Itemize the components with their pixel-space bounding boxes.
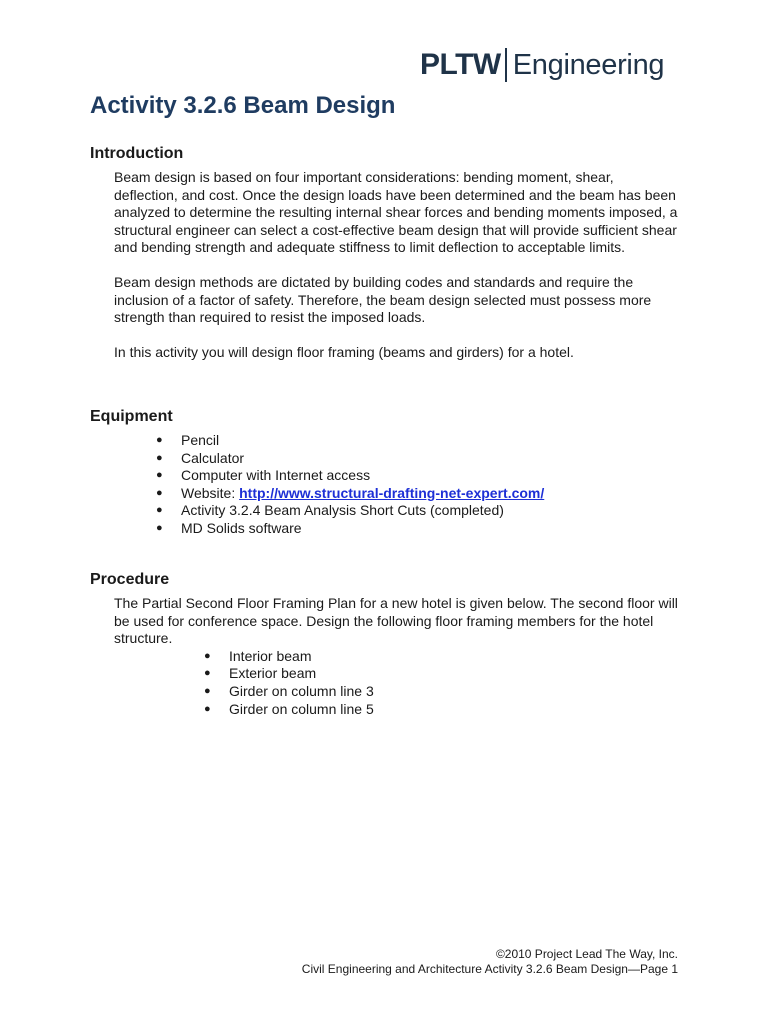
list-item: ● Pencil — [156, 432, 680, 450]
logo-brand: PLTW — [420, 48, 501, 81]
procedure-heading: Procedure — [90, 571, 170, 588]
list-item: ● Exterior beam — [204, 665, 680, 683]
list-item: ● Interior beam — [204, 648, 680, 666]
page-footer — [302, 947, 678, 977]
list-item: ● Girder on column line 5 — [204, 701, 680, 719]
procedure-list — [90, 648, 680, 718]
logo-divider — [505, 48, 507, 82]
equipment-list — [90, 432, 680, 538]
website-label: Website: — [181, 484, 240, 501]
procedure-section — [90, 571, 680, 718]
list-item: ● Calculator — [156, 450, 680, 468]
website-link[interactable]: http://www.structural-drafting-net-expert.com/ — [239, 484, 545, 501]
introduction-heading: Introduction — [90, 145, 184, 162]
introduction-section — [90, 145, 680, 378]
page-title: Activity 3.2.6 Beam Design — [90, 92, 396, 119]
footer-page-line: Civil Engineering and Architecture Activity 3.2.6 Beam Design—Page 1 — [301, 962, 678, 976]
introduction-paragraph-2: Beam design methods are dictated by building codes and standards and require the inclusion of a factor of safety. Therefore, the beam design selected must possess more strength than required to resist the imposed loads. — [114, 273, 652, 326]
list-item: ● Computer with Internet access — [156, 467, 680, 485]
list-item: ● Activity 3.2.4 Beam Analysis Short Cuts (completed) — [156, 502, 680, 520]
introduction-paragraph-3: In this activity you will design floor framing (beams and girders) for a hotel. — [114, 343, 574, 360]
equipment-section — [90, 408, 680, 538]
logo-product: Engineering — [512, 48, 665, 81]
procedure-paragraph: The Partial Second Floor Framing Plan for a new hotel is given below. The second floor will be used for conference space. Design the following floor framing members for the hotel structure. — [114, 595, 678, 647]
footer-copyright: ©2010 Project Lead The Way, Inc. — [495, 947, 678, 961]
equipment-heading: Equipment — [90, 408, 173, 425]
list-item: ● Girder on column line 3 — [204, 683, 680, 701]
list-item: ● MD Solids software — [156, 520, 680, 538]
pltw-engineering-logo — [420, 48, 664, 82]
list-item-website — [156, 485, 680, 503]
introduction-paragraph-1: Beam design is based on four important considerations: bending moment, shear, deflection, and cost. Once the design loads have been determined and the beam has been analyzed to determine the resulting internal shear forces and bending moments imposed, a structural engineer can select a cost-effective beam design that will provide sufficient shear and bending strength and adequate stiffness to limit deflection to acceptable limits. — [114, 169, 678, 256]
